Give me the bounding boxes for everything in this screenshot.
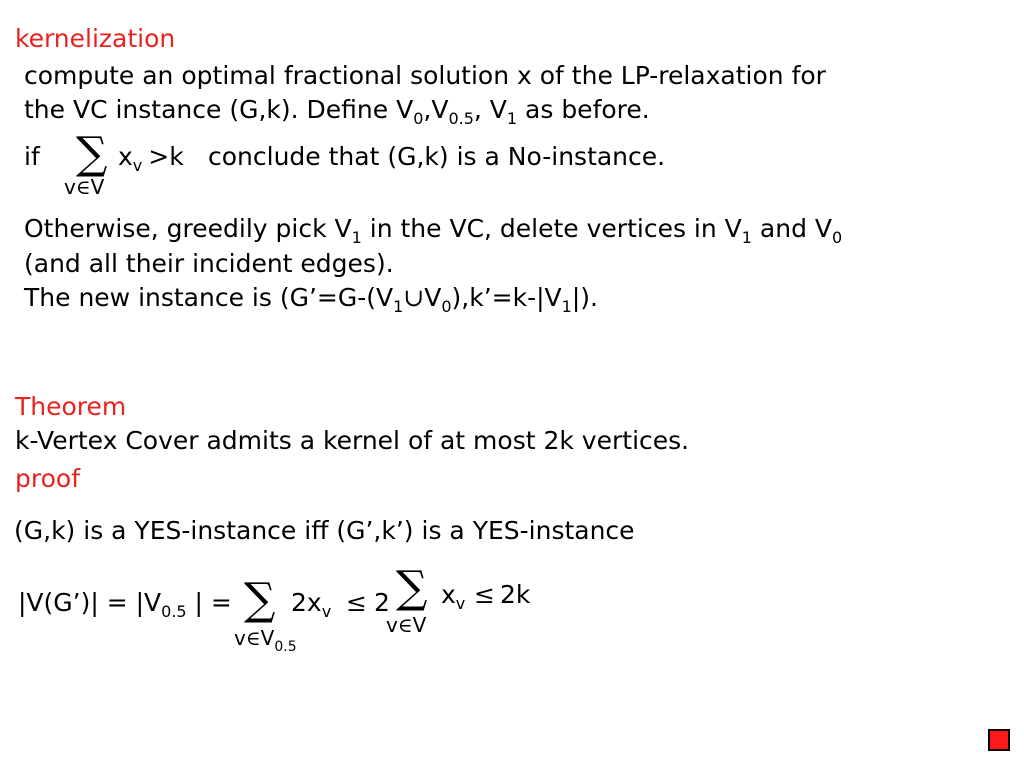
theorem-heading: Theorem <box>15 392 127 421</box>
sum-symbol: ∑ <box>76 128 108 179</box>
otherwise-line-2: (and all their incident edges). <box>24 249 394 278</box>
leq-symbol-1: ≤ <box>346 588 367 617</box>
kernelization-line-1: compute an optimal fractional solution x of the LP-relaxation for <box>24 61 826 90</box>
kernelization-heading: kernelization <box>15 24 176 53</box>
formula-lhs: |V(G’)| = $|V_{0.5}$ | = <box>18 588 232 621</box>
sum-index-2: v∈V <box>386 613 427 637</box>
proof-heading: proof <box>15 464 80 493</box>
formula-term-1: $2x_v$ <box>291 588 332 621</box>
conclusion-text: conclude that (G,k) is a No-instance. <box>208 142 666 171</box>
sum-symbol-2: ∑ <box>396 562 428 613</box>
yes-instance-line: (G,k) is a YES-instance iff (G’,k’) is a YES-instance <box>14 516 635 545</box>
theorem-text: k-Vertex Cover admits a kernel of at most 2k vertices. <box>15 426 690 455</box>
sum-index-1: $v\in V_{0.5}$ <box>234 626 297 655</box>
sum-index: v∈V <box>64 175 105 199</box>
formula-coefficient: 2 <box>374 588 390 617</box>
otherwise-line-1: Otherwise, greedily pick $V_1$ in the VC, delete vertices in $V_1$ and $V_0$ <box>24 214 843 247</box>
sum-symbol-1: ∑ <box>244 574 276 625</box>
sum-term: $x_v >k$ <box>118 142 184 175</box>
if-label: if <box>24 142 40 171</box>
slide-nav-button[interactable] <box>988 729 1010 751</box>
new-instance-line: The new instance is $(G’=G-(V_1\cup V_0),k’=k-|V_1|)$. <box>24 283 598 316</box>
formula-term-2: $x_v$ <box>441 580 466 613</box>
kernelization-line-2: the VC instance (G,k). Define $V_0,V_{0.5}$, $V_1$ as before. <box>24 95 650 128</box>
leq-symbol-2: ≤ <box>474 580 495 609</box>
formula-rhs: 2k <box>500 580 531 609</box>
